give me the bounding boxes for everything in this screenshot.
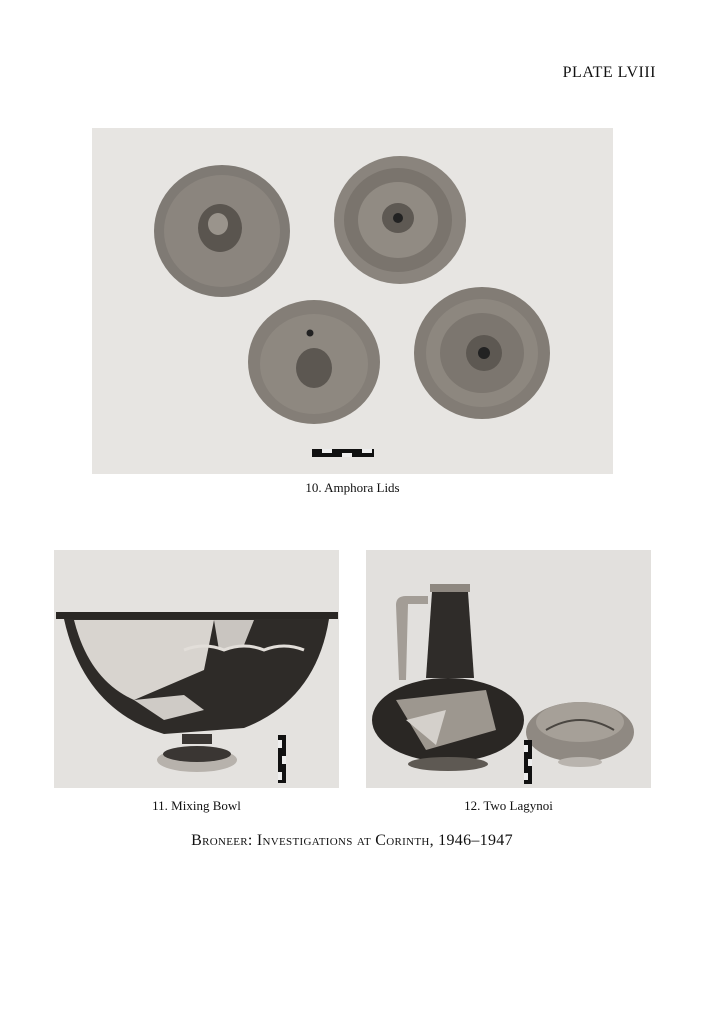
scale-bar <box>278 735 286 783</box>
amphora-lid-2 <box>334 156 466 284</box>
figure-10-caption <box>92 480 613 496</box>
figure-11-title: Mixing Bowl <box>171 798 241 813</box>
figure-12-caption <box>366 798 651 814</box>
mixing-bowl-photo <box>54 550 339 788</box>
amphora-lids-photo <box>92 128 613 474</box>
figure-11-caption <box>54 798 339 814</box>
figure-11-number: 11. <box>152 798 168 813</box>
scale-bar <box>312 449 374 457</box>
figure-12-number: 12. <box>464 798 481 813</box>
amphora-lids-illustration <box>92 128 613 474</box>
plate-label: PLATE LVIII <box>562 64 656 81</box>
two-lagynoi-photo <box>366 550 651 788</box>
scale-bar <box>524 740 532 784</box>
amphora-lid-4 <box>414 287 550 419</box>
amphora-lid-3 <box>248 300 380 424</box>
figure-10-number: 10. <box>305 480 322 495</box>
running-footer: Broneer: Investigations at Corinth, 1946–1947 <box>191 832 513 849</box>
mixing-bowl-illustration <box>54 550 339 788</box>
amphora-lid-1 <box>154 165 290 297</box>
figure-12-title: Two Lagynoi <box>483 798 553 813</box>
figure-10-title: Amphora Lids <box>324 480 400 495</box>
two-lagynoi-illustration <box>366 550 651 788</box>
